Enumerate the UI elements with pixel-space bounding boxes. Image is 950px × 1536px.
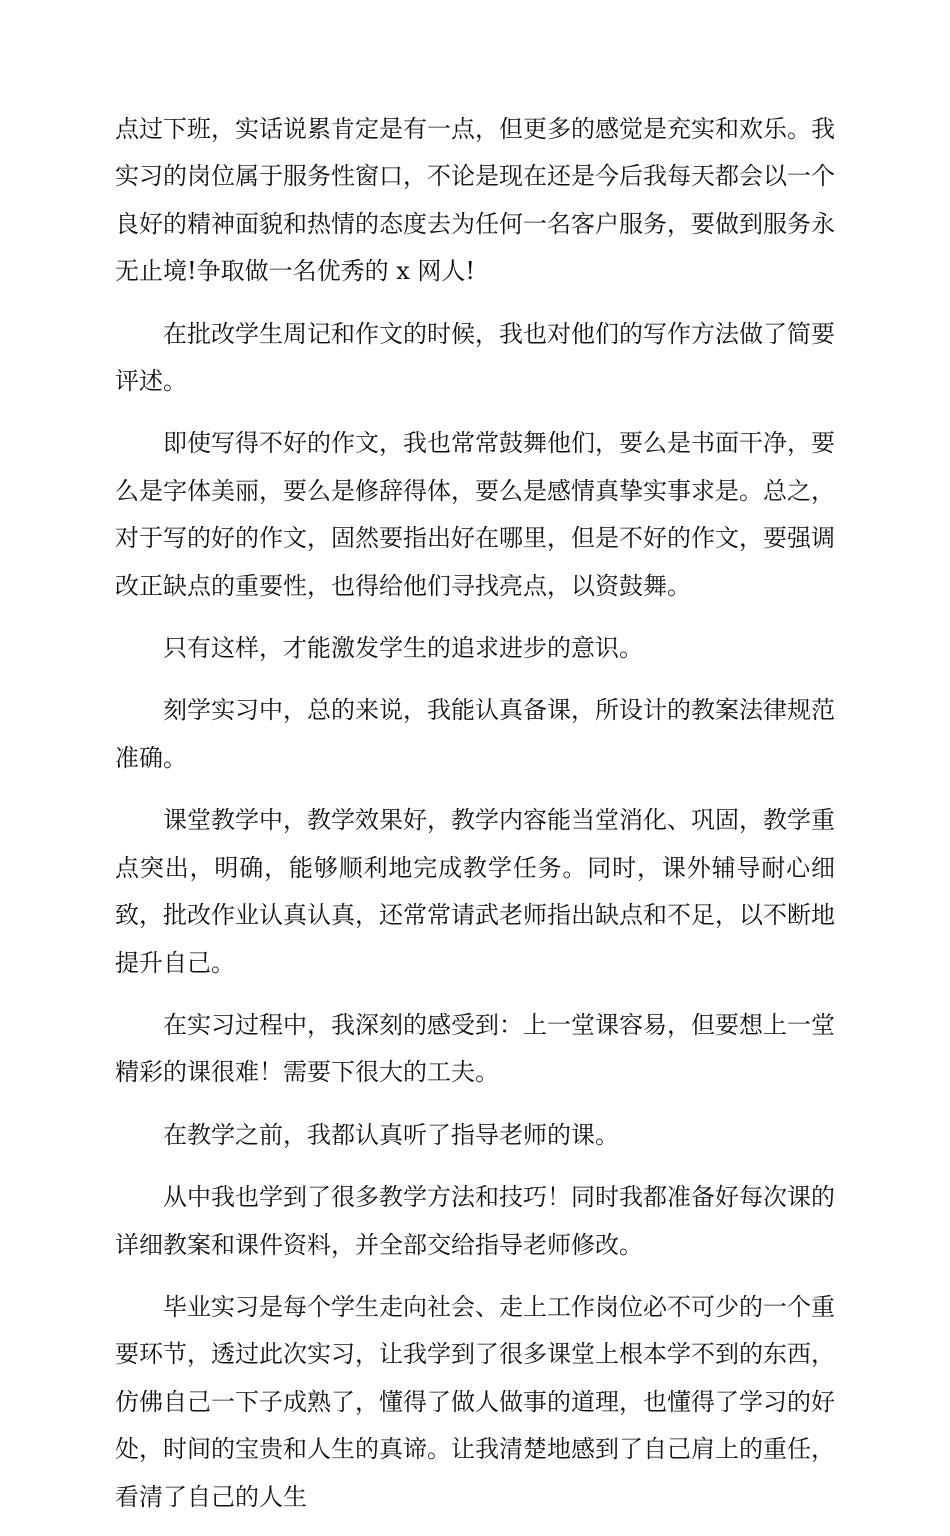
paragraph-2: 在批改学生周记和作文的时候，我也对他们的写作方法做了简要评述。: [115, 319, 835, 396]
paragraph-9: 从中我也学到了很多教学方法和技巧！同时我都准备好每次课的详细教案和课件资料，并全部交给指导老师修改。: [115, 1183, 835, 1259]
paragraph-3: 即使写得不好的作文，我也常常鼓舞他们，要么是书面干净，要么是字体美丽，要么是修辞得体，要么是感情真挚实事求是。总之，对于写的好的作文，固然要指出好在哪里，但是不好的作文，要强调改正缺点的重要性，也得给他们寻找亮点，以资鼓舞。: [115, 429, 835, 600]
paragraph-1: 点过下班，实话说累肯定是有一点，但更多的感觉是充实和欢乐。我实习的岗位属于服务性窗口，不论是现在还是今后我每天都会以一个良好的精神面貌和热情的态度去为任何一名客户服务，要做到服务永无止境!争取做一名优秀的 x 网人!: [115, 115, 835, 286]
paragraph-7: 在实习过程中，我深刻的感受到：上一堂课容易，但要想上一堂精彩的课很难！需要下很大的工夫。: [115, 1010, 835, 1087]
paragraph-6: 课堂教学中，教学效果好，教学内容能当堂消化、巩固，教学重点突出，明确，能够顺利地完成教学任务。同时，课外辅导耐心细致，批改作业认真认真，还常常请武老师指出缺点和不足，以不断地提升自己。: [115, 806, 835, 977]
paragraph-10: 毕业实习是每个学生走向社会、走上工作岗位必不可少的一个重要环节，透过此次实习，让我学到了很多课堂上根本学不到的东西，仿佛自己一下子成熟了，懂得了做人做事的道理，也懂得了学习的好处，时间的宝贵和人生的真谛。让我清楚地感到了自己肩上的重任，看清了自己的人生: [115, 1292, 835, 1511]
document-body: [115, 106, 835, 1536]
paragraph-5: 刻学实习中，总的来说，我能认真备课，所设计的教案法律规范准确。: [115, 696, 835, 772]
paragraph-4: 只有这样，才能激发学生的追求进步的意识。: [163, 634, 643, 663]
paragraph-8: 在教学之前，我都认真听了指导老师的课。: [163, 1120, 619, 1149]
